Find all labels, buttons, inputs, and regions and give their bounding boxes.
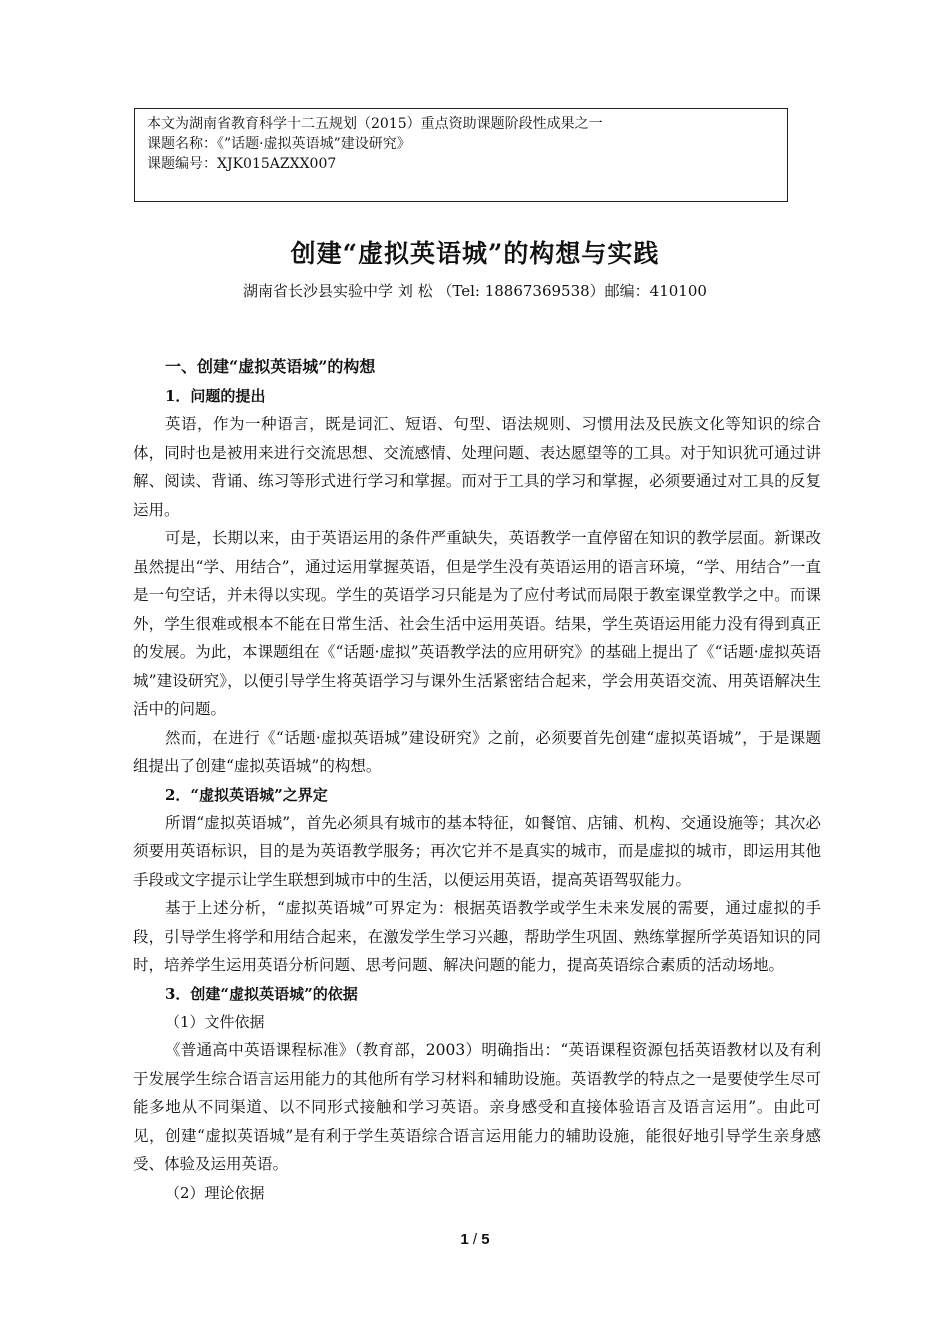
paragraph: 然而，在进行《“话题·虚拟英语城”建设研究》之前，必须要首先创建“虚拟英语城”，于是课题组提出了创建“虚拟英语城”的构想。: [133, 728, 821, 775]
paragraph: 可是，长期以来，由于英语运用的条件严重缺失，英语教学一直停留在知识的教学层面。新课改虽然提出“学、用结合”，通过运用掌握英语，但是学生没有英语运用的语言环境，“学、用结合”一直是一句空话，并未得以实现。学生的英语学习只能是为了应付考试而局限于教室课堂教学之中。而课外，学生很难或根本不能在日常生活、社会生活中运用英语。结果，学生英语运用能力没有得到真正的发展。为此，本课题组在《“话题·虚拟”英语教学法的应用研究》的基础上提出了《“话题·虚拟英语城”建设研究》，以便引导学生将英语学习与课外生活紧密结合起来，学会用英语交流、用英语解决生活中的问题。: [133, 529, 821, 718]
list-item-heading: （1）文件依据: [165, 1012, 265, 1031]
subsection-heading: 2．“虚拟英语城”之界定: [165, 785, 328, 804]
paragraph: 《普通高中英语课程标准》（教育部，2003）明确指出：“英语课程资源包括英语教材以及有利于发展学生综合语言运用能力的其他所有学习材料和辅助设施。英语教学的特点之一是要使学生尽可能多地从不同渠道、以不同形式接触和学习英语。亲身感受和直接体验语言及语言运用”。由此可见，创建“虚拟英语城”是有利于学生英语综合语言运用能力的辅助设施，能很好地引导学生亲身感受、体验及运用英语。: [133, 1041, 821, 1173]
document-body: [133, 352, 821, 1207]
section-heading: 一、创建“虚拟英语城”的构想: [165, 357, 376, 376]
document-title: 创建“虚拟英语城”的构想与实践: [290, 239, 660, 268]
subsection-heading: 3．创建“虚拟英语城”的依据: [165, 984, 358, 1003]
paragraph: 所谓“虚拟英语城”，首先必须具有城市的基本特征，如餐馆、店铺、机构、交通设施等；其次必须要用英语标识，目的是为英语教学服务；再次它并不是真实的城市，而是虚拟的城市，即运用其他手段或文字提示让学生联想到城市中的生活，以便运用英语，提高英语驾驭能力。: [133, 813, 821, 889]
subsection-heading: 1．问题的提出: [165, 387, 266, 405]
project-number-line: 课题编号：XJK015AZXX007: [147, 156, 337, 172]
list-item-heading: （2）理论依据: [165, 1183, 265, 1202]
project-name-line: 课题名称：《”话题·虚拟英语城”建设研究》: [147, 136, 411, 152]
total-pages: 5: [481, 1231, 490, 1248]
paragraph: 基于上述分析，“虚拟英语城”可界定为：根据英语教学或学生未来发展的需要，通过虚拟的手段，引导学生将学和用结合起来，在激发学生学习兴趣，帮助学生巩固、熟练掌握所学英语知识的同时，培养学生运用英语分析问题、思考问题、解决问题的能力，提高英语综合素质的活动场地。: [133, 899, 821, 974]
author-line: 湖南省长沙县实验中学 刘 松 （Tel: 18867369538）邮编：410100: [243, 282, 707, 300]
page-number: [0, 1231, 950, 1248]
paragraph: 英语，作为一种语言，既是词汇、短语、句型、语法规则、习惯用法及民族文化等知识的综合体，同时也是被用来进行交流思想、交流感情、处理问题、表达愿望等的工具。对于知识犹可通过讲解、阅读、背诵、练习等形式进行学习和掌握。而对于工具的学习和掌握，必须要通过对工具的反复运用。: [133, 415, 821, 519]
project-info-line: 本文为湖南省教育科学十二五规划（2015）重点资助课题阶段性成果之一: [147, 116, 603, 132]
current-page: 1: [460, 1231, 469, 1248]
page-separator: /: [468, 1231, 482, 1248]
project-info-box: [134, 108, 788, 202]
